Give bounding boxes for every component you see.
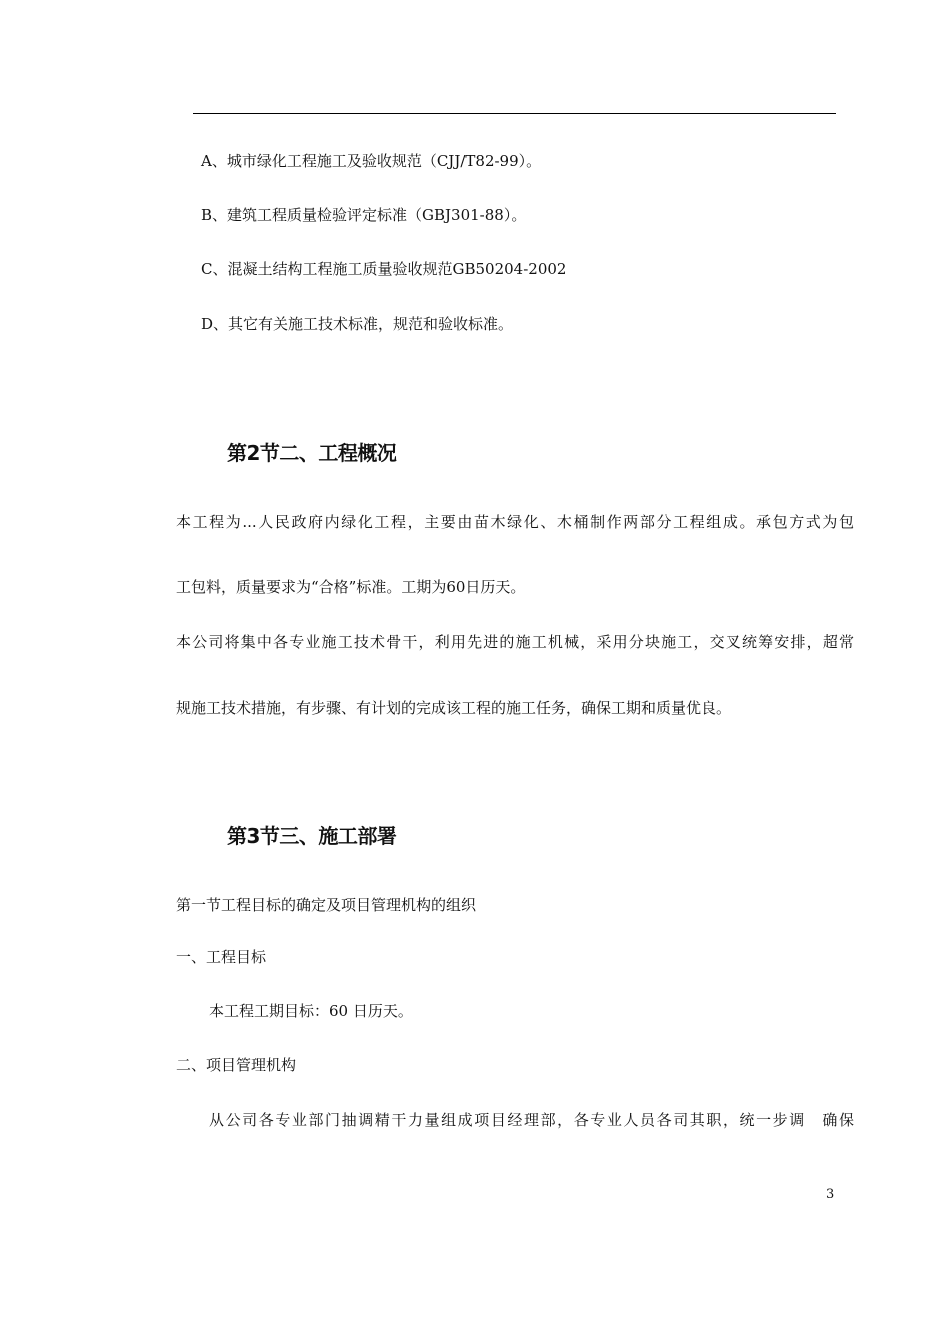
- item-1-text: 本工程工期目标：60 日历天。: [209, 1002, 413, 1020]
- reference-c: C、混凝土结构工程施工质量验收规范GB50204-2002: [201, 260, 567, 278]
- item-1-title: 一、工程目标: [176, 948, 267, 966]
- section-2-heading: 第2节二、工程概况: [227, 441, 397, 465]
- header-rule: [193, 113, 836, 114]
- overview-para1-line1: 本工程为...人民政府内绿化工程，主要由苗木绿化、木桶制作两部分工程组成。承包方式为包: [176, 513, 854, 531]
- reference-b: B、建筑工程质量检验评定标准（GBJ301-88）。: [201, 206, 527, 224]
- page-number: 3: [826, 1187, 835, 1202]
- section-3-heading: 第3节三、施工部署: [227, 824, 397, 848]
- item-2-text: 从公司各专业部门抽调精干力量组成项目经理部，各专业人员各司其职，统一步调 确保: [209, 1111, 854, 1129]
- overview-para1-line2: 工包料，质量要求为“合格”标准。工期为60日历天。: [176, 578, 526, 596]
- overview-para2-line2: 规施工技术措施，有步骤、有计划的完成该工程的施工任务，确保工期和质量优良。: [176, 699, 732, 717]
- reference-a: A、城市绿化工程施工及验收规范（CJJ/T82-99）。: [201, 152, 542, 170]
- overview-para2-line1: 本公司将集中各专业施工技术骨干，利用先进的施工机械，采用分块施工，交叉统筹安排，超常: [176, 633, 854, 651]
- reference-d: D、其它有关施工技术标准，规范和验收标准。: [201, 315, 514, 333]
- item-2-title: 二、项目管理机构: [176, 1056, 297, 1074]
- subsection-title: 第一节工程目标的确定及项目管理机构的组织: [176, 896, 477, 914]
